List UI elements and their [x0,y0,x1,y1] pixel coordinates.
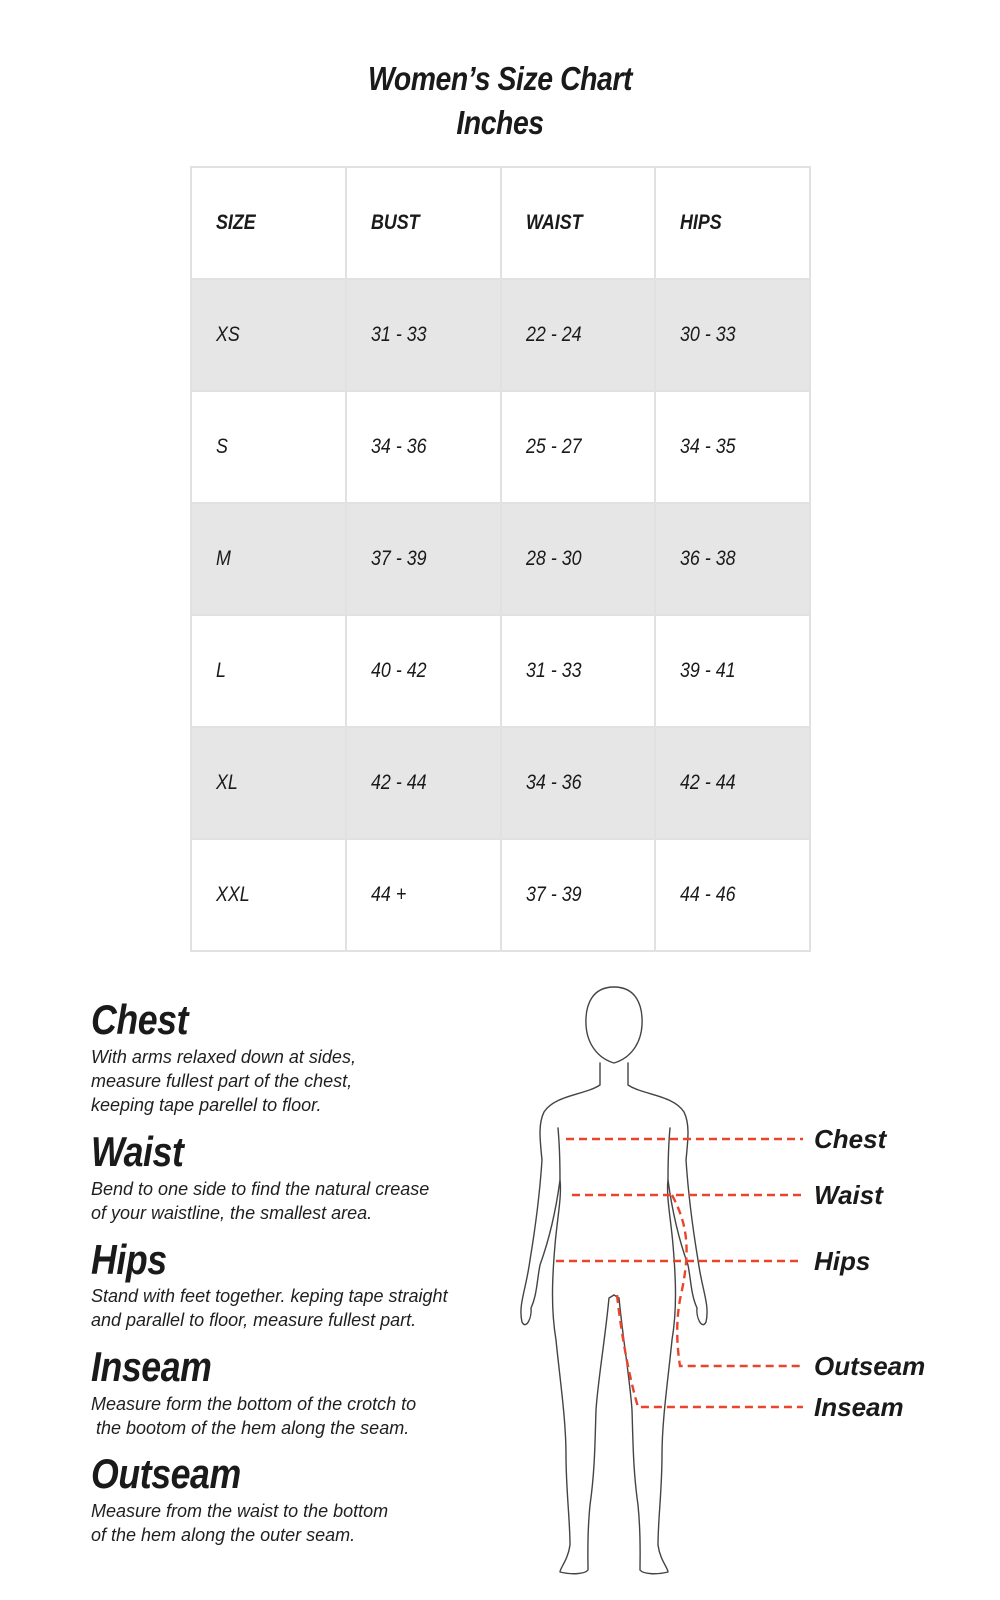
waist-heading: Waist [91,1128,184,1175]
cell-bust: 37 - 39 [346,503,501,615]
cell-bust: 40 - 42 [346,615,501,727]
cell-hips: 36 - 38 [655,503,810,615]
cell-waist: 34 - 36 [501,727,656,839]
inseam-description: Measure form the bottom of the crotch to the bootom of the hem along the seam. [91,1394,417,1438]
outseam-description: Measure from the waist to the bottom of the hem along the outer seam. [91,1501,389,1545]
body-measurement-figure [500,980,980,1580]
table-header-row [191,167,810,279]
chart-title: Women’s Size Chart [367,60,633,97]
cell-bust: 42 - 44 [346,727,501,839]
table-row [191,391,810,503]
head-outline [586,987,642,1063]
cell-size: XXL [191,839,346,951]
cell-hips: 42 - 44 [655,727,810,839]
size-table [190,166,811,952]
cell-bust: 31 - 33 [346,279,501,391]
cell-hips: 34 - 35 [655,391,810,503]
body-outline [521,987,707,1574]
header-waist: WAIST [501,167,656,279]
cell-waist: 37 - 39 [501,839,656,951]
table-row [191,503,810,615]
header-size: SIZE [191,167,346,279]
cell-waist: 25 - 27 [501,391,656,503]
table-row [191,615,810,727]
chest-description: With arms relaxed down at sides, measure fullest part of the chest, keeping tape parellel to floor. [91,1047,356,1115]
figure-label-hips: Hips [814,1246,871,1276]
right-inner-arm [668,1128,670,1180]
figure-label-outseam: Outseam [814,1351,926,1381]
cell-size: XS [191,279,346,391]
outseam-heading: Outseam [91,1450,241,1497]
measurement-lines [556,1139,803,1407]
figure-label-chest: Chest [814,1124,887,1154]
figure-label-inseam: Inseam [814,1392,904,1422]
table-row [191,839,810,951]
cell-hips: 30 - 33 [655,279,810,391]
cell-waist: 28 - 30 [501,503,656,615]
header-bust: BUST [346,167,501,279]
inseam-line [617,1295,803,1407]
hips-description: Stand with feet together. keping tape straight and parallel to floor, measure fullest part. [91,1286,448,1330]
chest-heading: Chest [91,996,189,1043]
cell-bust: 44 + [346,839,501,951]
figure-label-waist: Waist [814,1180,883,1210]
header-hips: HIPS [655,167,810,279]
cell-size: M [191,503,346,615]
hips-heading: Hips [91,1236,167,1283]
inseam-heading: Inseam [91,1343,212,1390]
waist-description: Bend to one side to find the natural crease of your waistline, the smallest area. [91,1179,430,1223]
cell-waist: 31 - 33 [501,615,656,727]
chart-subtitle: Inches [456,104,544,141]
table-row [191,279,810,391]
cell-hips: 39 - 41 [655,615,810,727]
cell-size: L [191,615,346,727]
cell-size: S [191,391,346,503]
left-inner-arm [558,1128,560,1180]
table-row [191,727,810,839]
cell-size: XL [191,727,346,839]
cell-bust: 34 - 36 [346,391,501,503]
cell-hips: 44 - 46 [655,839,810,951]
cell-waist: 22 - 24 [501,279,656,391]
